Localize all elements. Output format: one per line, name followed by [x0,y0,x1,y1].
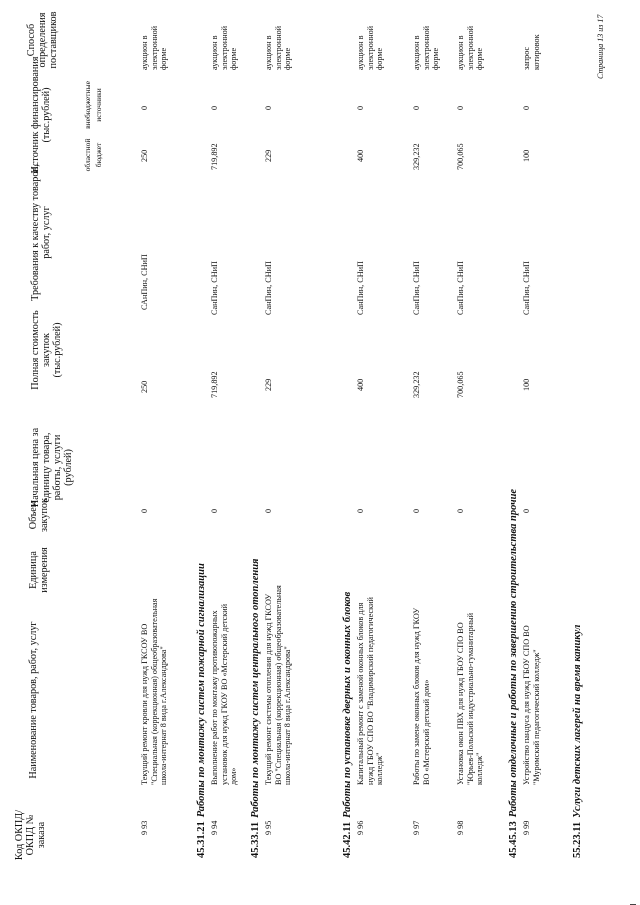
row-name: Текущий ремонт системы отопления для нужд ГКСОУ ВО "Специальная (коррекционная) общеобразовательная школа-интернат 8 вида г.Александрова" [264,585,293,785]
section-header: 45.31.21Работы по монтажу систем пожарной сигнализации [196,563,207,858]
row-method: аукцион в электронной форме [356,25,385,70]
row-method: запрос котировок [522,34,541,70]
row-name: Капитальный ремонт с заменой оконных блоков для нужд ГБОУ СПО ВО "Владимирский педагогический колледж" [356,597,385,785]
row-extra: 0 [264,105,273,110]
row-price: 0 [356,508,365,513]
page-footer: Страница 13 из 17 [596,14,605,79]
row-code: 9 95 [264,820,273,835]
row-extra: 0 [356,105,365,110]
row-extra: 0 [210,105,219,110]
header-total: Полная стоимость закупок (тыс.рублей) [30,310,63,390]
row-quality: СанПин, СНиП [522,261,531,315]
row-quality: СанПин, СНиП [210,261,219,315]
row-code: 9 93 [140,820,149,835]
row-code: 9 94 [210,820,219,835]
row-total: 250 [140,380,149,393]
row-quality: СанПин, СНиП [456,261,465,315]
row-regional: 329,232 [412,143,421,170]
row-name: Выполнение работ по монтажу противопожарных установок для нужд ГКОУ ВО «Мстерский детский дом» [210,603,239,785]
row-total: 229 [264,378,273,391]
row-regional: 719,892 [210,143,219,170]
row-regional: 229 [264,149,273,162]
row-name: Установка окон ПВХ для нужд ГБОУ СПО ВО "Юрьев-Польский индустриально-гуманитарный колледж" [456,612,485,785]
row-total: 719,892 [210,371,219,398]
header-unit: Единица измерения [28,547,50,593]
row-price: 0 [522,508,531,513]
row-extra: 0 [412,105,421,110]
row-regional: 100 [522,149,531,162]
row-total: 329,232 [412,371,421,398]
row-total: 700,065 [456,371,465,398]
row-method: аукцион в электронной форме [456,25,485,70]
header-method: Способ определения поставщиков [26,11,59,69]
header-finance-regional: областной бюджет [83,138,103,172]
section-header: 55.23.11Услуги детских лагерей на время каникул [572,624,583,858]
header-quality: Требования к качеству товаров, работ, услуг [30,164,52,301]
row-method: аукцион в электронной форме [140,25,169,70]
section-header: 45.33.11Работы по монтажу систем центрального отопления [250,558,261,858]
header-finance-extra: внебюджетные источники [83,81,103,129]
header-name: Наименование товаров, работ, услуг [28,621,39,779]
section-header: 45.45.13Работы отделочные и работы по завершению строительства прочие [508,488,519,858]
row-method: аукцион в электронной форме [210,25,239,70]
section-header: 45.42.11Работы по установке дверных и оконных блоков [342,591,353,858]
header-finance: Источник финансирования (тыс.рублей) [30,56,52,174]
row-quality: СанПин, СНиП [264,261,273,315]
row-method: аукцион в электронной форме [264,25,293,70]
row-quality: САнПин, СНиП [140,254,149,310]
row-quality: СанПин, СНиП [356,261,365,315]
row-price: 0 [264,508,273,513]
row-code: 9 96 [356,820,365,835]
row-extra: 0 [140,105,149,110]
row-code: 9 98 [456,820,465,835]
row-extra: 0 [456,105,465,110]
row-price: 0 [210,508,219,513]
row-price: 0 [456,508,465,513]
row-price: 0 [140,508,149,513]
row-total: 400 [356,378,365,391]
row-regional: 400 [356,149,365,162]
header-code: Код ОКПД/ ОКПД № заказа [14,809,47,861]
row-name: Устройство пандуса для нужд ГБОУ СПО ВО "Муромский педагогический колледж" [522,625,541,785]
row-name: Текущий ремонт кровли для нужд ГКСОУ ВО "Специальная (коррекционная) общеобразовательная школа-интернат 8 вида г.Александрова" [140,598,169,785]
row-price: 0 [412,508,421,513]
header-volume: Объем закупок [28,498,50,532]
row-code: 9 97 [412,820,421,835]
row-method: аукцион в электронной форме [412,25,441,70]
header-price: Начальная цена за единицу товара, работы, услуги (рублей) [30,427,74,508]
row-code: 9 99 [522,820,531,835]
row-regional: 250 [140,149,149,162]
row-total: 100 [522,378,531,391]
row-name: Работы по замене оконных блоков для нужд ГКОУ ВО «Мстерский детский дом» [412,607,431,785]
row-regional: 700,065 [456,143,465,170]
row-quality: СанПин, СНиП [412,261,421,315]
row-extra: 0 [522,105,531,110]
